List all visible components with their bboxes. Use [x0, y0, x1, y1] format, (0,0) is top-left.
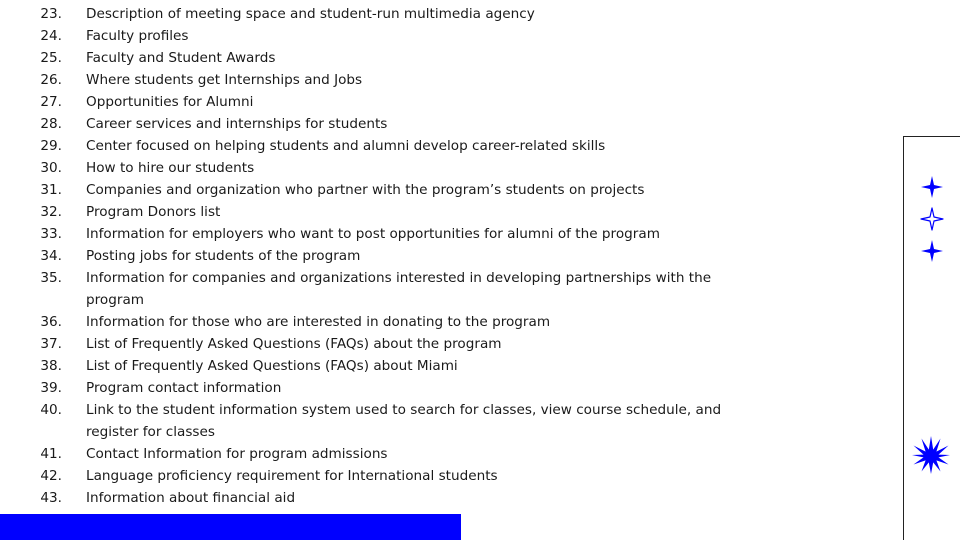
item-number: 37. — [40, 336, 62, 352]
item-text: Opportunities for Alumni — [86, 94, 254, 110]
item-number: 31. — [40, 182, 62, 198]
list-item — [0, 245, 760, 267]
item-number: 32. — [40, 204, 62, 220]
item-number: 34. — [40, 248, 62, 264]
item-text: Language proficiency requirement for International students — [86, 468, 498, 484]
item-number: 30. — [40, 160, 62, 176]
item-number: 38. — [40, 358, 62, 374]
item-text: How to hire our students — [86, 160, 255, 176]
list-item — [0, 91, 760, 113]
item-text: Center focused on helping students and alumni develop career-related skills — [86, 138, 606, 154]
item-number: 26. — [40, 72, 62, 88]
list-item — [0, 377, 760, 399]
item-number: 40. — [40, 402, 62, 418]
item-number: 41. — [40, 446, 62, 462]
item-text: Information for those who are interested in donating to the program — [86, 314, 551, 330]
item-number: 24. — [40, 28, 62, 44]
list-item — [0, 267, 760, 311]
list-item — [0, 311, 760, 333]
item-number: 36. — [40, 314, 62, 330]
list-item — [0, 443, 760, 465]
numbered-list — [0, 3, 760, 509]
item-text: List of Frequently Asked Questions (FAQs) about the program — [86, 336, 502, 352]
four-point-star-icon — [921, 176, 943, 198]
item-text: Program Donors list — [86, 204, 221, 220]
accent-bar — [0, 514, 461, 540]
list-item — [0, 25, 760, 47]
item-number: 27. — [40, 94, 62, 110]
item-number: 42. — [40, 468, 62, 484]
item-text: Program contact information — [86, 380, 282, 396]
list-item — [0, 135, 760, 157]
starburst-icon — [912, 436, 950, 474]
item-number: 43. — [40, 490, 62, 506]
item-text: Description of meeting space and student-run multimedia agency — [86, 6, 535, 22]
item-text: List of Frequently Asked Questions (FAQs) about Miami — [86, 358, 458, 374]
list-item — [0, 3, 760, 25]
item-text: Link to the student information system used to search for classes, view course schedule, and register for classes — [86, 402, 722, 440]
list-item — [0, 487, 760, 509]
list-item — [0, 69, 760, 91]
item-number: 33. — [40, 226, 62, 242]
item-number: 23. — [40, 6, 62, 22]
item-text: Where students get Internships and Jobs — [86, 72, 363, 88]
item-number: 35. — [40, 270, 62, 286]
four-point-star-outline-icon — [920, 207, 944, 231]
item-text: Information about financial aid — [86, 490, 296, 506]
item-text: Career services and internships for students — [86, 116, 388, 132]
item-text: Information for companies and organizations interested in developing partnerships with the program — [86, 270, 712, 308]
list-item — [0, 465, 760, 487]
item-text: Contact Information for program admissions — [86, 446, 388, 462]
list-item — [0, 201, 760, 223]
item-text: Companies and organization who partner with the program’s students on projects — [86, 182, 645, 198]
list-item — [0, 355, 760, 377]
list-item — [0, 113, 760, 135]
item-number: 39. — [40, 380, 62, 396]
item-number: 29. — [40, 138, 62, 154]
item-number: 28. — [40, 116, 62, 132]
item-text: Posting jobs for students of the program — [86, 248, 361, 264]
list-item — [0, 399, 760, 443]
list-item — [0, 179, 760, 201]
list-item — [0, 47, 760, 69]
item-number: 25. — [40, 50, 62, 66]
item-text: Information for employers who want to post opportunities for alumni of the program — [86, 226, 660, 242]
item-text: Faculty profiles — [86, 28, 189, 44]
list-item — [0, 223, 760, 245]
four-point-star-icon — [921, 240, 943, 262]
list-item — [0, 157, 760, 179]
list-item — [0, 333, 760, 355]
item-text: Faculty and Student Awards — [86, 50, 276, 66]
